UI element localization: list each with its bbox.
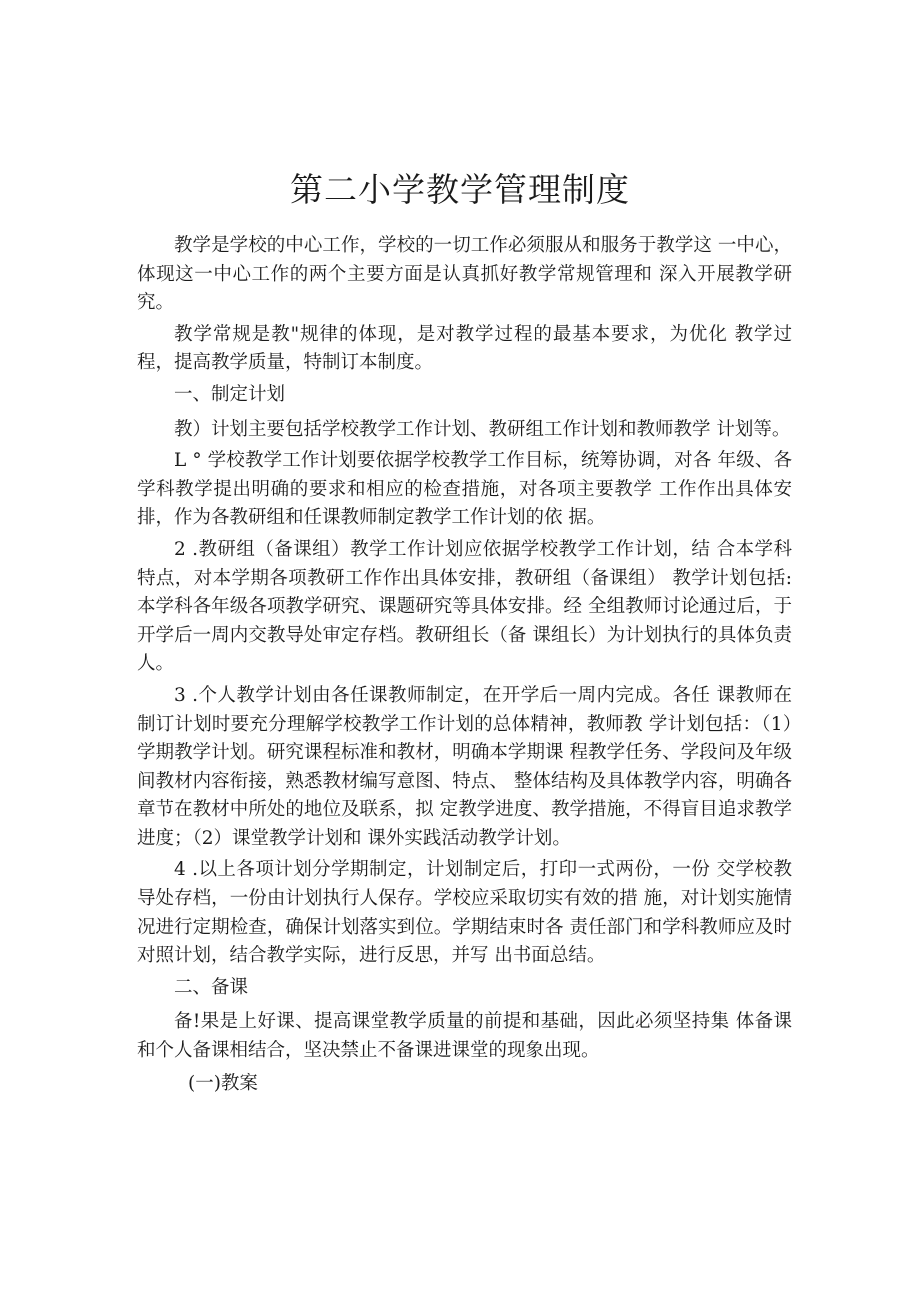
intro-paragraph-1: 教学是学校的中心工作，学校的一切工作必须服从和服务于教学这 一中心，体现这一中心工作的两个主要方面是认真抓好教学常规管理和 深入开展教学研究。 xyxy=(137,235,792,314)
section-1-paragraph-5: 4 .以上各项计划分学期制定，计划制定后，打印一式两份，一份 交学校教导处存档，一份由计划执行人保存。学校应采取切实有效的措 施，对计划实施情况进行定期检查，确保计划落实到位。学期结束时各 责任部门和学科教师应及时对照计划，结合教学实际，进行反思，并写 出书面总结。 xyxy=(137,859,792,967)
section-2-heading: 二、备课 xyxy=(174,976,249,998)
intro-paragraph-2: 教学常规是教"规律的体现，是对教学过程的最基本要求，为优化 教学过程，提高教学质量，特制订本制度。 xyxy=(137,323,792,374)
document-title: 第二小学教学管理制度 xyxy=(290,170,630,209)
section-2-subheading: (一)教案 xyxy=(188,1072,258,1094)
document-body xyxy=(137,232,792,1098)
section-1-heading: 一、制定计划 xyxy=(174,383,286,405)
section-1-paragraph-1: 教）计划主要包括学校教学工作计划、教研组工作计划和教师教学 计划等。 xyxy=(174,418,791,440)
section-1-paragraph-4: 3 .个人教学计划由各任课教师制定，在开学后一周内完成。各任 课教师在制订计划时要充分理解学校教学工作计划的总体精神，教师教 学计划包括：（1）学期教学计划。研究课程标准和教材，明确本学期课 程教学任务、学段问及年级间教材内容衔接，熟悉教材编写意图、特点、 整体结构及具体教学内容，明确各章节在教材中所处的地位及联系，拟 定教学进度、教学措施，不得盲目追求教学进度；（2）课堂教学计划和 课外实践活动教学计划。 xyxy=(137,684,792,849)
section-2-paragraph-1: 备!果是上好课、提高课堂教学质量的前提和基础，因此必须坚持集 体备课和个人备课相结合，坚决禁止不备课进课堂的现象出现。 xyxy=(137,1011,792,1062)
section-1-paragraph-2: L ° 学校教学工作计划要依据学校教学工作目标，统筹协调，对各 年级、各学科教学提出明确的要求和相应的检查措施，对各项主要教学 工作作出具体安排，作为各教研组和任课教师制定教学工作计划的依 据。 xyxy=(137,450,792,529)
section-1-paragraph-3: 2 .教研组（备课组）教学工作计划应依据学校教学工作计划，结 合本学科特点，对本学期各项教研工作作出具体安排，教研组（备课组） 教学计划包括:本学科各年级各项教学研究、课题研究等具体安排。经 全组教师讨论通过后，于开学后一周内交教导处审定存档。教研组长（备 课组长）为计划执行的具体负责人。 xyxy=(137,538,792,675)
